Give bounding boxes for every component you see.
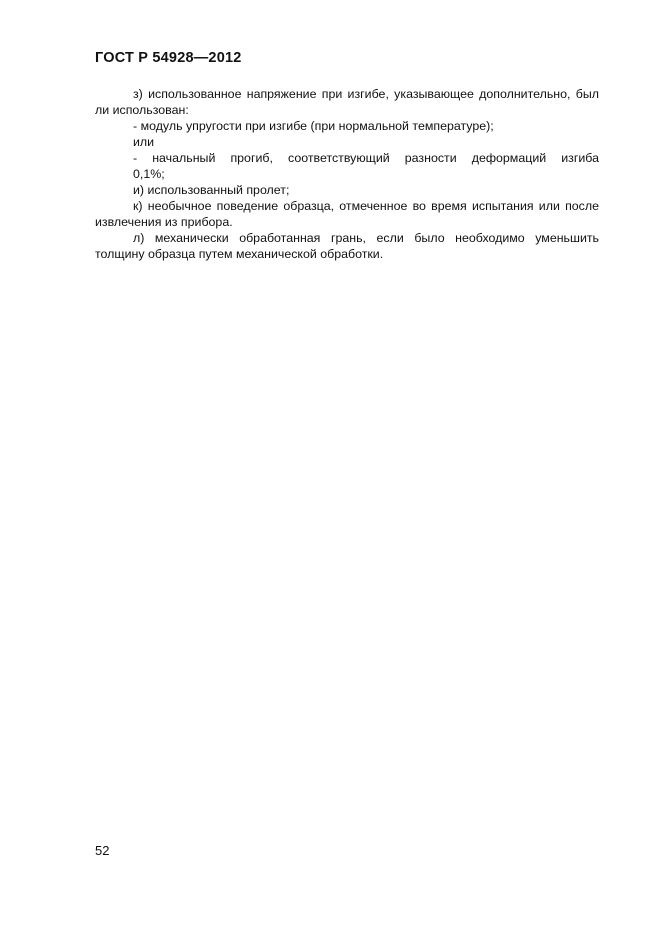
list-subitem-initial-deflection: - начальный прогиб, соответствующий разности деформаций изгиба [133,151,599,165]
document-body [95,86,599,262]
document-header: ГОСТ Р 54928—2012 [95,50,242,66]
list-item-i: и) использованный пролет; [133,183,290,197]
list-subitem-elastic-modulus: - модуль упругости при изгибе (при нормальной температуре); [133,119,494,133]
page-number: 52 [95,843,110,858]
list-item-k: к) необычное поведение образца, отмеченное во время испытания или после извлечения из прибора. [95,199,599,229]
list-conjunction-or: или [133,135,155,149]
list-subitem-initial-deflection-continued: 0,1%; [133,167,165,181]
list-item-l: л) механически обработанная грань, если было необходимо уменьшить толщину образца путем механической обработки. [95,231,599,261]
list-item-z: з) использованное напряжение при изгибе, указывающее дополнительно, был ли использован: [95,87,599,117]
